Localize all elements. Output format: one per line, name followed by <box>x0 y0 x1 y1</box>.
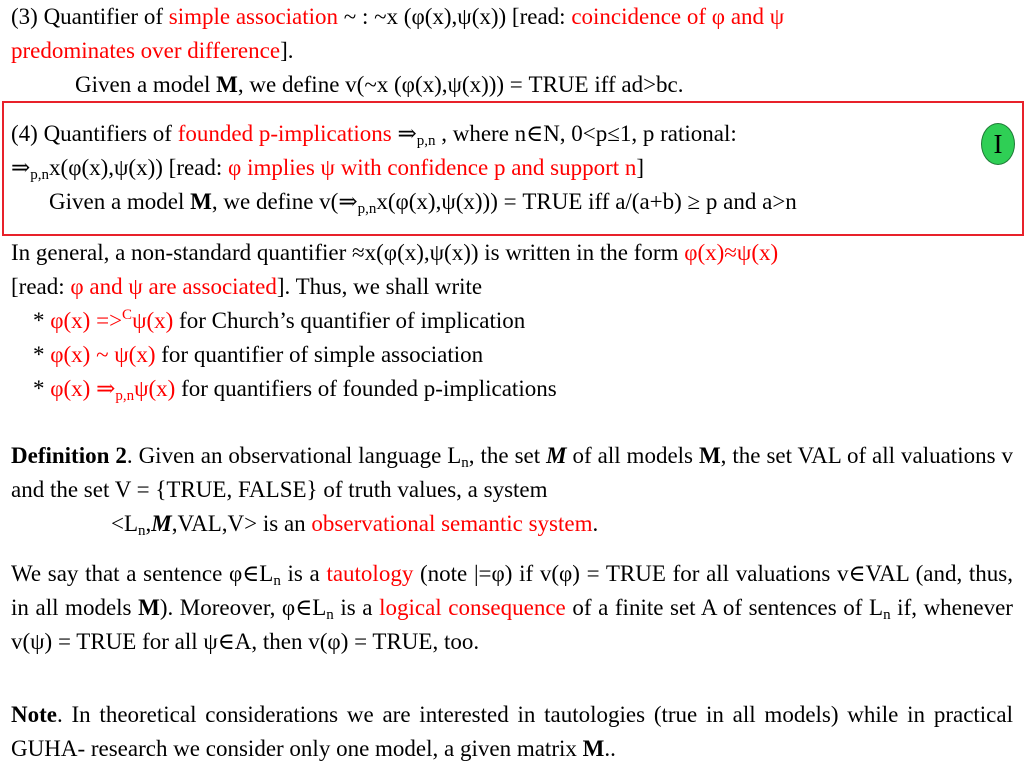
term-logical-consequence: logical consequence <box>379 595 566 620</box>
text: ]. Thus, we shall write <box>276 274 483 299</box>
section-simple-association <box>11 0 1013 102</box>
text: , the set <box>468 443 547 468</box>
text: ~ : ~x (φ(x),ψ(x)) [read: <box>338 4 572 29</box>
subscript: p,n <box>357 201 377 217</box>
subscript: n <box>461 455 469 471</box>
model-symbol: M <box>216 72 238 97</box>
gen-line2 <box>11 270 1013 304</box>
subscript: n <box>883 607 891 623</box>
badge-label: I <box>993 129 1003 159</box>
model-symbol: M <box>190 189 212 214</box>
gen-para <box>11 236 1013 270</box>
reading-red: φ implies ψ with confidence p and support n <box>228 155 637 180</box>
bullet-church <box>11 304 1013 338</box>
text: x(φ(x),ψ(x))) = TRUE iff a/(a+b) ≥ p and a>n <box>376 189 797 214</box>
bullet-p-implication <box>11 372 1013 406</box>
text: ]. <box>280 38 294 63</box>
text: ). Moreover, φ∈L <box>159 595 327 620</box>
text: ,VAL,V> is an <box>171 511 312 536</box>
formula-red: ψ(x) <box>134 376 176 401</box>
model-class-symbol: M <box>151 511 172 536</box>
text: ⇒ <box>391 121 417 146</box>
text: , the set VAL of all valuations v and the set V = {TRUE, FALSE} of truth values, a system <box>11 443 1014 502</box>
text: In general, a non-standard quantifier ≈x(φ(x),ψ(x)) is written in the form <box>11 240 685 265</box>
formula-red: ψ(x) <box>132 308 174 333</box>
text: . In theoretical considerations we are interested in tautologies (true in all models) while in practical GUHA- research we consider only one model, a given matrix <box>11 702 1013 761</box>
text: for quantifier of simple association <box>155 342 484 367</box>
text: ⇒ <box>11 155 31 180</box>
note-title: Note <box>11 702 57 727</box>
text: (4) Quantifiers of <box>11 121 178 146</box>
text: , we define v(⇒ <box>211 189 358 214</box>
note-text <box>11 698 1013 766</box>
s3-line1 <box>11 0 1013 34</box>
section-founded-p-implications <box>11 117 1013 219</box>
text: for quantifiers of founded p-implications <box>175 376 557 401</box>
superscript: C <box>122 307 133 323</box>
tautology-text <box>11 557 1013 659</box>
tautology-paragraph <box>11 557 1013 659</box>
term-founded-p-implications: founded p-implications <box>177 121 392 146</box>
text: of all models <box>566 443 699 468</box>
reading-red: predominates over difference <box>11 38 281 63</box>
reading-red: coincidence of φ and ψ <box>571 4 785 29</box>
s4-line2 <box>11 151 1013 185</box>
text: of a finite set A of sentences of L <box>565 595 884 620</box>
general-notation <box>11 236 1013 406</box>
term-semantic-system: observational semantic system <box>311 511 593 536</box>
text: .. <box>604 736 616 761</box>
text: . Given an observational language L <box>126 443 462 468</box>
subscript: p,n <box>30 167 50 183</box>
model-symbol: M <box>138 595 160 620</box>
definition-title: Definition 2 <box>11 443 127 468</box>
text: We say that a sentence φ∈L <box>11 561 274 586</box>
text: for Church’s quantifier of implication <box>173 308 526 333</box>
s4-line1 <box>11 117 1013 151</box>
s3-line2 <box>11 34 1013 68</box>
formula-red: φ(x) => <box>50 308 123 333</box>
formula-red: φ(x) ⇒ <box>50 376 116 401</box>
text: , <box>145 511 152 536</box>
reading-red: φ and ψ are associated <box>70 274 277 299</box>
text: is a <box>333 595 380 620</box>
model-symbol: M <box>698 443 721 468</box>
subscript: p,n <box>115 388 135 404</box>
model-class-symbol: M <box>546 443 567 468</box>
note-paragraph <box>11 698 1013 766</box>
bullet-marker: * <box>33 376 51 401</box>
formula-red: φ(x)≈ψ(x) <box>684 240 779 265</box>
semantic-system-line <box>11 507 1013 541</box>
s3-line3 <box>11 68 1013 102</box>
definition-2 <box>11 439 1013 541</box>
s4-line3 <box>11 185 1013 219</box>
text: . <box>592 511 599 536</box>
text: x(φ(x),ψ(x)) [read: <box>49 155 229 180</box>
text: , we define v(~x (φ(x),ψ(x))) = TRUE iff ad>bc. <box>237 72 684 97</box>
text: [read: <box>11 274 71 299</box>
subscript: n <box>326 607 334 623</box>
bullet-marker: * <box>33 308 51 333</box>
text: Given a model <box>49 189 191 214</box>
model-symbol: M <box>582 736 605 761</box>
bullet-marker: * <box>33 342 51 367</box>
subscript: n <box>138 523 146 539</box>
text: , where n∈N, 0<p≤1, p rational: <box>435 121 737 146</box>
text: ] <box>636 155 645 180</box>
term-tautology: tautology <box>326 561 414 586</box>
text: Given a model <box>75 72 217 97</box>
term-simple-association: simple association <box>168 4 339 29</box>
bullet-association <box>11 338 1013 372</box>
subscript: n <box>273 573 281 589</box>
text: if, whenever v(ψ) = TRUE for all ψ∈A, then v(φ) = TRUE, too. <box>11 595 1013 654</box>
text: <L <box>111 511 139 536</box>
subscript: p,n <box>416 133 436 149</box>
formula-red: φ(x) ~ ψ(x) <box>50 342 156 367</box>
text: is a <box>280 561 327 586</box>
text: (3) Quantifier of <box>11 4 169 29</box>
text: (note |=φ) if v(φ) = TRUE for all valuations v∈VAL (and, thus, in all models <box>11 561 1013 620</box>
definition-text <box>11 439 1013 507</box>
